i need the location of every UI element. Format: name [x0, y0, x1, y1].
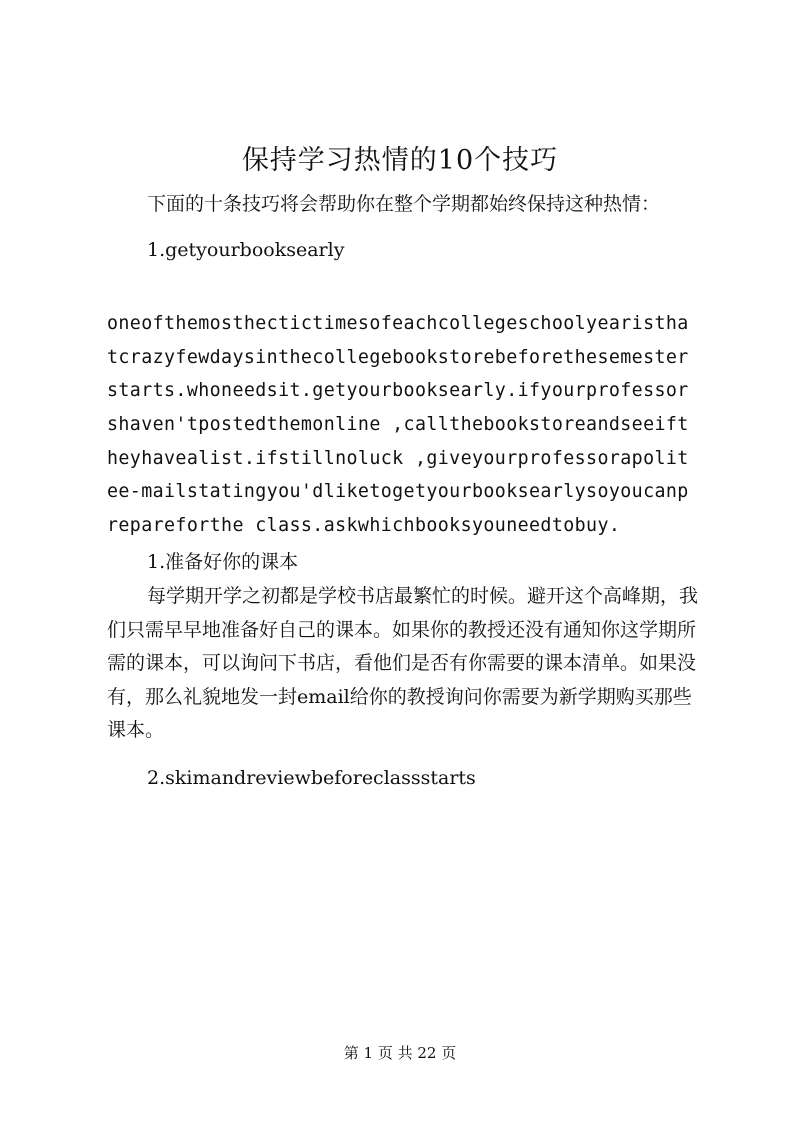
intro-paragraph: 下面的十条技巧将会帮助你在整个学期都始终保持这种热情：	[147, 193, 661, 215]
document-body	[107, 188, 699, 796]
tip1-heading-en: 1.getyourbooksearly	[147, 238, 345, 261]
document-title: 保持学习热情的10个技巧	[241, 145, 559, 176]
page-footer: 第 1 页 共 22 页	[343, 1044, 457, 1062]
tip1-body-cn: 每学期开学之初都是学校书店最繁忙的时候。避开这个高峰期，我们只需早早地准备好自己的课本。如果你的教授还没有通知你这学期所需的课本，可以询问下书店，看他们是否有你需要的课本清单。如果没有，那么礼貌地发一封email给你的教授询问你需要为新学期购买那些课本。	[107, 584, 699, 742]
tip1-body-en: oneofthemosthectictimesofeachcollegeschoolyearisthatcrazyfewdaysinthecollegebookstorebeforethesemesterstarts.whoneedsit.getyourbooksearly.ifyourprofessorshaven'tpostedthemonline ,callthebookstoreandseeiftheyhavealist.ifstillnoluck ,giveyourprofessorapolitee-mailstatingyou'dliketogetyourbooksearlysoyoucanprepareforthe class.askwhichbooksyouneedtobuy.	[107, 313, 689, 536]
tip1-heading-cn: 1.准备好你的课本	[147, 551, 299, 574]
blank-line	[107, 267, 699, 307]
tip2-heading-en: 2.skimandreviewbeforeclassstarts	[147, 766, 476, 789]
